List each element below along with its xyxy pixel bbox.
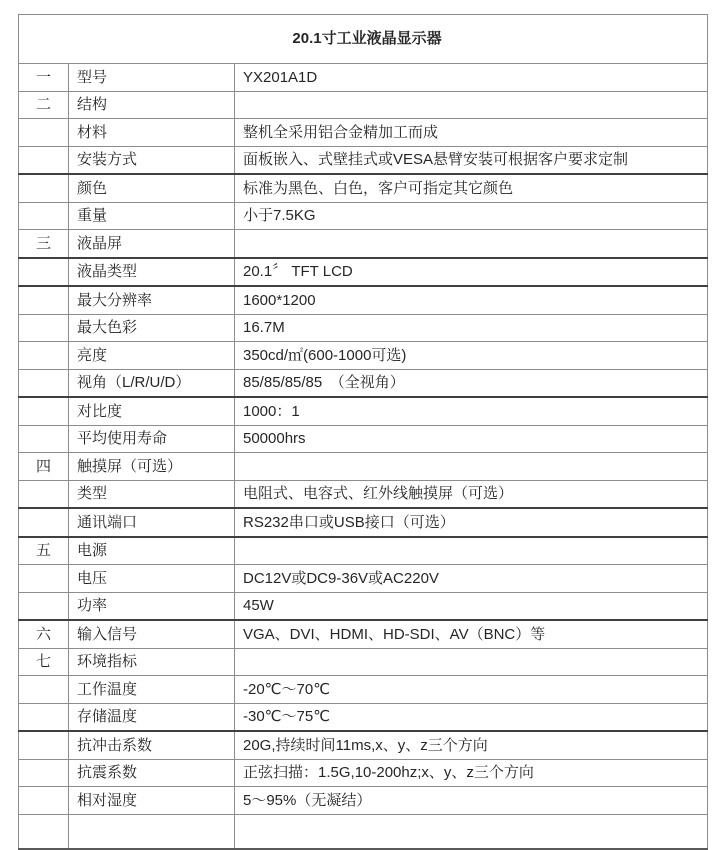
table-row [19,286,708,314]
row-index-cell [19,814,69,849]
row-index-cell: 五 [19,537,69,565]
row-value-cell: 50000hrs [235,425,708,453]
row-index-cell [19,731,69,759]
row-value-cell: 85/85/85/85 （全视角） [235,369,708,397]
table-row [19,703,708,731]
row-label-cell: 通讯端口 [69,508,235,537]
row-value-cell: -20℃～70℃ [235,676,708,704]
row-label-cell: 平均使用寿命 [69,425,235,453]
table-row [19,787,708,815]
table-row [19,91,708,119]
row-label-cell: 型号 [69,64,235,92]
row-index-cell [19,480,69,508]
table-row [19,648,708,676]
row-index-cell: 二 [19,91,69,119]
row-index-cell [19,314,69,342]
table-row [19,146,708,174]
row-label-cell: 存储温度 [69,703,235,731]
row-index-cell [19,676,69,704]
table-row [19,592,708,620]
table-row [19,453,708,481]
table-row [19,174,708,202]
row-index-cell [19,174,69,202]
table-row [19,397,708,425]
row-value-cell: 20.1〞 TFT LCD [235,258,708,287]
table-row [19,537,708,565]
table-row [19,369,708,397]
table-row [19,119,708,147]
row-value-cell: 20G,持续时间11ms,x、y、z三个方向 [235,731,708,759]
table-row [19,230,708,258]
table-row [19,565,708,593]
row-value-cell: 正弦扫描：1.5G,10-200hz;x、y、z三个方向 [235,759,708,787]
table-row [19,620,708,648]
table-row [19,676,708,704]
row-label-cell: 对比度 [69,397,235,425]
row-index-cell [19,286,69,314]
row-index-cell [19,787,69,815]
row-label-cell: 结构 [69,91,235,119]
row-label-cell: 亮度 [69,342,235,370]
table-row [19,314,708,342]
row-value-cell: YX201A1D [235,64,708,92]
row-label-cell [69,814,235,849]
row-index-cell [19,565,69,593]
row-value-cell: DC12V或DC9-36V或AC220V [235,565,708,593]
row-label-cell: 最大色彩 [69,314,235,342]
row-label-cell: 功率 [69,592,235,620]
row-label-cell: 颜色 [69,174,235,202]
row-value-cell [235,453,708,481]
page-title: 20.1寸工业液晶显示器 [19,15,708,64]
row-index-cell [19,425,69,453]
row-index-cell [19,342,69,370]
row-label-cell: 材料 [69,119,235,147]
row-value-cell: 整机全采用铝合金精加工而成 [235,119,708,147]
row-value-cell: 面板嵌入、式壁挂式或VESA悬臂安装可根据客户要求定制 [235,146,708,174]
row-index-cell [19,759,69,787]
row-label-cell: 抗震系数 [69,759,235,787]
row-value-cell: 45W [235,592,708,620]
row-index-cell: 七 [19,648,69,676]
row-label-cell: 抗冲击系数 [69,731,235,759]
row-label-cell: 输入信号 [69,620,235,648]
row-index-cell: 四 [19,453,69,481]
table-title-row [19,15,708,64]
row-value-cell: 1600*1200 [235,286,708,314]
table-row [19,508,708,537]
row-index-cell [19,119,69,147]
table-row [19,731,708,759]
row-value-cell [235,537,708,565]
row-index-cell [19,369,69,397]
table-row [19,64,708,92]
row-value-cell: 小于7.5KG [235,202,708,230]
row-label-cell: 类型 [69,480,235,508]
row-index-cell [19,508,69,537]
table-row [19,759,708,787]
table-row [19,480,708,508]
row-label-cell: 环境指标 [69,648,235,676]
row-index-cell [19,146,69,174]
row-label-cell: 重量 [69,202,235,230]
row-index-cell [19,703,69,731]
row-index-cell [19,202,69,230]
row-value-cell [235,814,708,849]
row-label-cell: 安装方式 [69,146,235,174]
table-row [19,258,708,287]
row-label-cell: 液晶屏 [69,230,235,258]
table-row [19,814,708,849]
row-index-cell: 一 [19,64,69,92]
row-label-cell: 视角（L/R/U/D） [69,369,235,397]
row-index-cell: 三 [19,230,69,258]
row-label-cell: 触摸屏（可选） [69,453,235,481]
row-value-cell: VGA、DVI、HDMI、HD-SDI、AV（BNC）等 [235,620,708,648]
row-value-cell: 标准为黑色、白色，客户可指定其它颜色 [235,174,708,202]
row-index-cell [19,592,69,620]
row-value-cell: 5～95%（无凝结） [235,787,708,815]
row-value-cell [235,648,708,676]
row-index-cell: 六 [19,620,69,648]
row-label-cell: 工作温度 [69,676,235,704]
row-value-cell [235,91,708,119]
row-index-cell [19,258,69,287]
row-value-cell: 1000：1 [235,397,708,425]
row-value-cell: 350cd/㎡(600-1000可选) [235,342,708,370]
row-index-cell [19,397,69,425]
row-value-cell: -30℃～75℃ [235,703,708,731]
row-label-cell: 最大分辨率 [69,286,235,314]
spec-table-body [19,15,708,849]
table-row [19,425,708,453]
row-label-cell: 液晶类型 [69,258,235,287]
table-row [19,342,708,370]
row-value-cell [235,230,708,258]
row-label-cell: 相对湿度 [69,787,235,815]
row-value-cell: RS232串口或USB接口（可选） [235,508,708,537]
row-label-cell: 电压 [69,565,235,593]
table-row [19,202,708,230]
product-spec-table [18,14,708,850]
row-label-cell: 电源 [69,537,235,565]
row-value-cell: 电阻式、电容式、红外线触摸屏（可选） [235,480,708,508]
row-value-cell: 16.7M [235,314,708,342]
